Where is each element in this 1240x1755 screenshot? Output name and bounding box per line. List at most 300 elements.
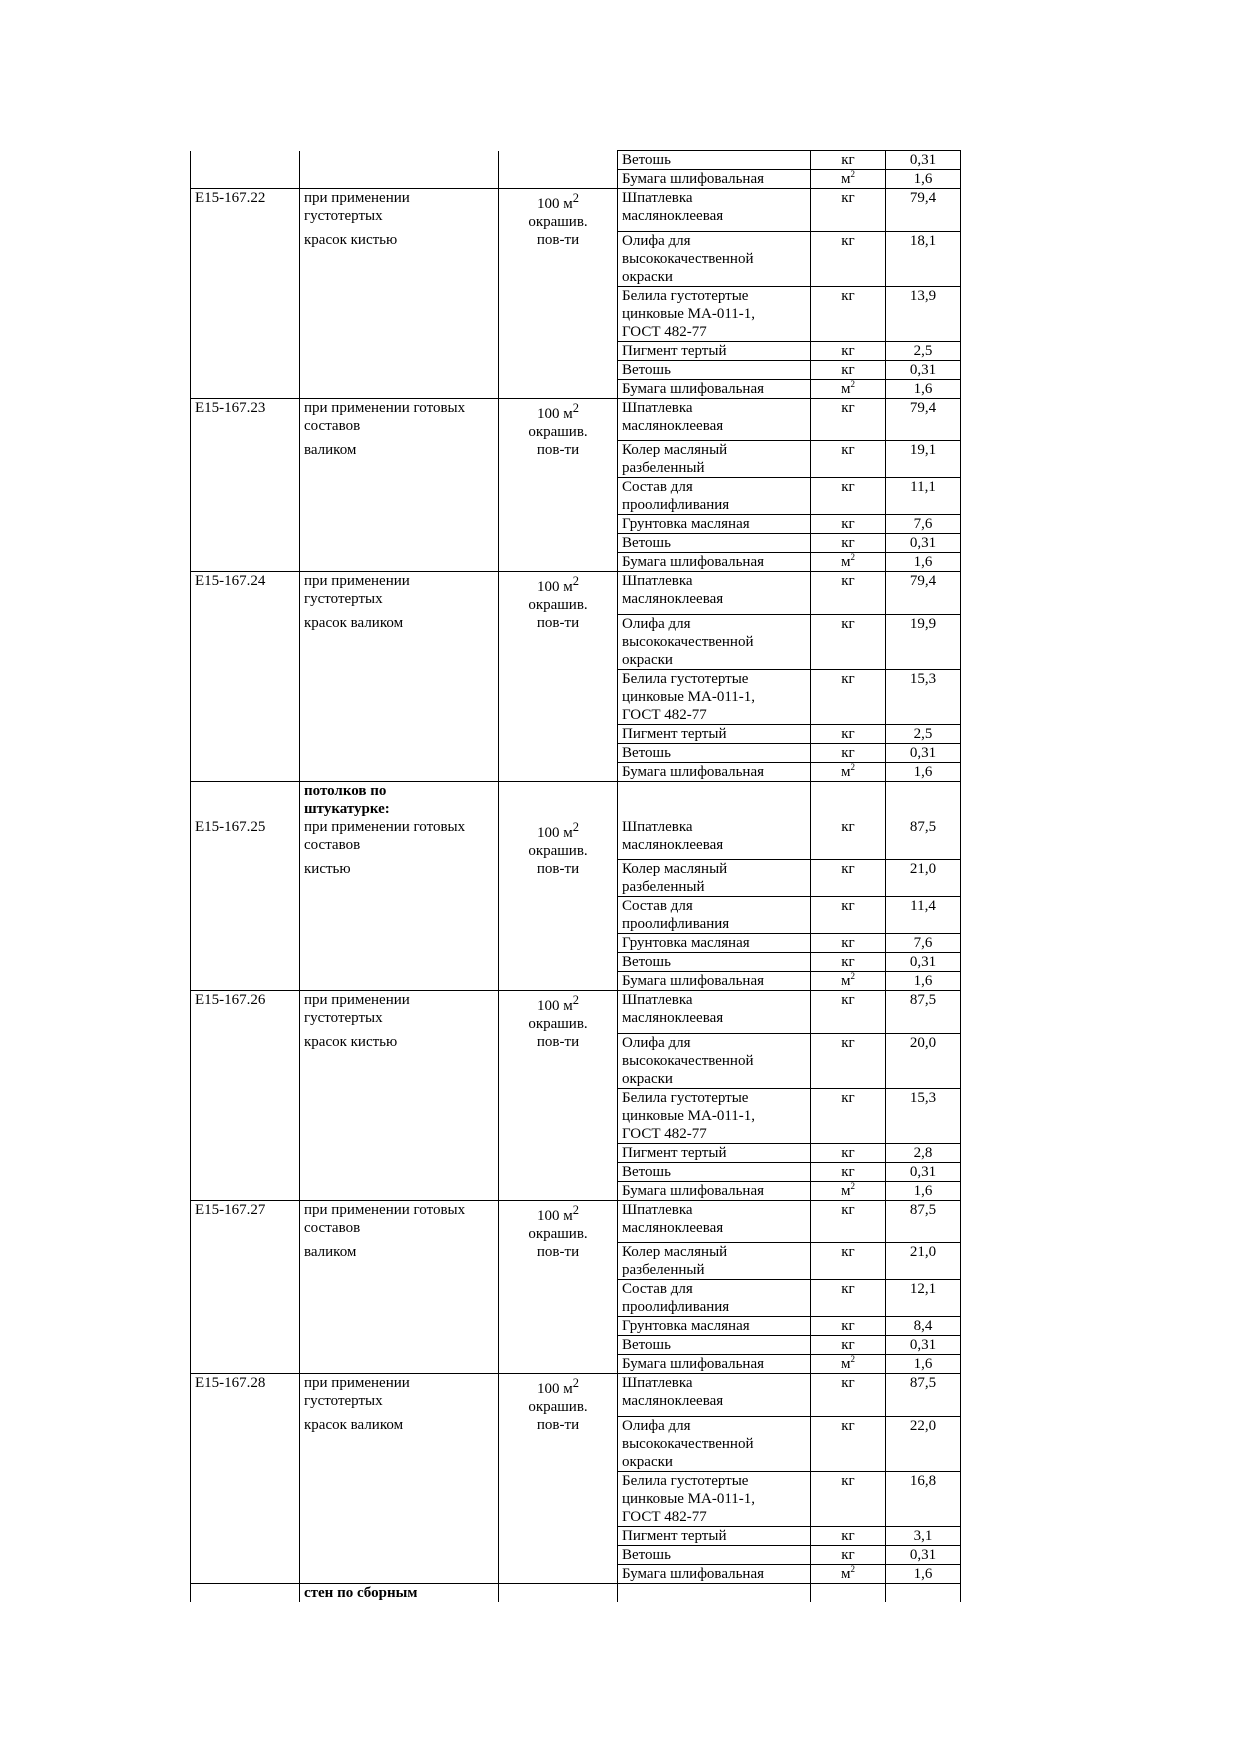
material-name: Бумага шлифовальная <box>618 170 811 189</box>
material-name: Колер масляный разбеленный <box>618 441 811 478</box>
code-cell: Е15-167.23 <box>191 398 300 441</box>
table-row <box>191 398 961 441</box>
quantity-cell: 87,5 <box>886 991 961 1034</box>
quantity-cell: 1,6 <box>886 379 961 398</box>
table-row <box>191 953 961 972</box>
table-row <box>191 991 961 1034</box>
description-cell: красок кистью <box>300 231 499 286</box>
description-cell <box>300 743 499 762</box>
description-cell: при применении густотертых <box>300 572 499 615</box>
description-cell <box>300 897 499 934</box>
table-row <box>191 762 961 781</box>
unit-cell: кг <box>811 1143 886 1162</box>
code-cell: Е15-167.22 <box>191 189 300 232</box>
unit-cell: $м^2$ <box>811 762 886 781</box>
material-name: Бумага шлифовальная <box>618 1181 811 1200</box>
quantity-cell: 11,1 <box>886 478 961 515</box>
material-name: Пигмент тертый <box>618 1143 811 1162</box>
unit-cell: кг <box>811 1526 886 1545</box>
unit-cell: кг <box>811 441 886 478</box>
quantity-cell: 1,6 <box>886 1181 961 1200</box>
description-cell <box>300 515 499 534</box>
meter-cell <box>499 286 618 341</box>
description-cell <box>300 1143 499 1162</box>
code-cell <box>191 515 300 534</box>
code-cell <box>191 897 300 934</box>
code-cell <box>191 1583 300 1602</box>
unit-cell: $м^2$ <box>811 1181 886 1200</box>
unit-cell: кг <box>811 231 886 286</box>
unit-cell: кг <box>811 1317 886 1336</box>
description-cell <box>300 724 499 743</box>
unit-cell: кг <box>811 1416 886 1471</box>
quantity-cell: 3,1 <box>886 1526 961 1545</box>
meter-cell <box>499 170 618 189</box>
quantity-cell: 0,31 <box>886 151 961 170</box>
meter-cell <box>499 972 618 991</box>
description-cell <box>300 534 499 553</box>
table-row <box>191 781 961 818</box>
material-name: Бумага шлифовальная <box>618 553 811 572</box>
code-cell <box>191 743 300 762</box>
quantity-cell: 87,5 <box>886 818 961 860</box>
code-cell <box>191 231 300 286</box>
table-row <box>191 1374 961 1417</box>
table-row <box>191 478 961 515</box>
description-cell <box>300 360 499 379</box>
description-cell <box>300 478 499 515</box>
material-name: Шпатлевка масляноклеевая <box>618 1374 811 1417</box>
code-cell <box>191 1088 300 1143</box>
quantity-cell: 1,6 <box>886 762 961 781</box>
unit-cell: $м^2$ <box>811 170 886 189</box>
table-row <box>191 934 961 953</box>
code-cell: Е15-167.27 <box>191 1200 300 1243</box>
quantity-cell: 18,1 <box>886 231 961 286</box>
description-cell: валиком <box>300 1243 499 1280</box>
code-cell <box>191 1526 300 1545</box>
table-row <box>191 170 961 189</box>
material-name: Ветошь <box>618 151 811 170</box>
description-cell: при применении готовых составов <box>300 1200 499 1243</box>
unit-cell: кг <box>811 360 886 379</box>
meter-cell: пов-ти <box>499 1033 618 1088</box>
material-name: Бумага шлифовальная <box>618 762 811 781</box>
unit-cell: кг <box>811 286 886 341</box>
table-row <box>191 1583 961 1602</box>
description-cell <box>300 1336 499 1355</box>
material-name: Шпатлевка масляноклеевая <box>618 818 811 860</box>
meter-cell: пов-ти <box>499 614 618 669</box>
description-cell <box>300 1471 499 1526</box>
meter-cell: 100 $м^2$ окрашив. <box>499 1200 618 1243</box>
quantity-cell: 0,31 <box>886 360 961 379</box>
unit-cell: кг <box>811 669 886 724</box>
code-cell <box>191 553 300 572</box>
code-cell <box>191 1143 300 1162</box>
section-header: стен по сборным <box>300 1583 499 1602</box>
material-name: Ветошь <box>618 953 811 972</box>
meter-cell <box>499 515 618 534</box>
unit-cell: кг <box>811 724 886 743</box>
unit-cell: кг <box>811 151 886 170</box>
code-cell <box>191 614 300 669</box>
material-name: Грунтовка масляная <box>618 1317 811 1336</box>
meter-cell: пов-ти <box>499 860 618 897</box>
material-name: Пигмент тертый <box>618 724 811 743</box>
material-name: Белила густотертые цинковые МА-011-1, ГОСТ 482-77 <box>618 669 811 724</box>
description-cell <box>300 669 499 724</box>
meter-cell: пов-ти <box>499 1416 618 1471</box>
description-cell <box>300 170 499 189</box>
material-name: Бумага шлифовальная <box>618 1564 811 1583</box>
unit-cell: кг <box>811 515 886 534</box>
unit-cell: $м^2$ <box>811 972 886 991</box>
code-cell <box>191 669 300 724</box>
meter-cell <box>499 379 618 398</box>
quantity-cell: 21,0 <box>886 1243 961 1280</box>
material-name: Пигмент тертый <box>618 1526 811 1545</box>
quantity-cell: 19,9 <box>886 614 961 669</box>
table-row <box>191 1162 961 1181</box>
meter-cell <box>499 478 618 515</box>
unit-cell: кг <box>811 534 886 553</box>
material-name: Олифа для высококачественной окраски <box>618 231 811 286</box>
description-cell: красок валиком <box>300 614 499 669</box>
table-row <box>191 360 961 379</box>
material-name: Шпатлевка масляноклеевая <box>618 189 811 232</box>
code-cell <box>191 441 300 478</box>
unit-cell: кг <box>811 1374 886 1417</box>
description-cell <box>300 934 499 953</box>
unit-cell: кг <box>811 1336 886 1355</box>
code-cell <box>191 1336 300 1355</box>
meter-cell <box>499 1526 618 1545</box>
quantity-cell: 13,9 <box>886 286 961 341</box>
material-name: Олифа для высококачественной окраски <box>618 1416 811 1471</box>
table-row <box>191 1143 961 1162</box>
unit-cell: кг <box>811 1200 886 1243</box>
table-row <box>191 151 961 170</box>
material-name: Состав для проолифливания <box>618 478 811 515</box>
code-cell <box>191 170 300 189</box>
quantity-cell: 1,6 <box>886 170 961 189</box>
quantity-cell: 0,31 <box>886 743 961 762</box>
meter-cell <box>499 669 618 724</box>
quantity-cell: 8,4 <box>886 1317 961 1336</box>
code-cell <box>191 341 300 360</box>
meter-cell: 100 $м^2$ окрашив. <box>499 398 618 441</box>
quantity-cell: 0,31 <box>886 534 961 553</box>
unit-cell: кг <box>811 934 886 953</box>
material-name: Олифа для высококачественной окраски <box>618 1033 811 1088</box>
table-row <box>191 743 961 762</box>
code-cell <box>191 360 300 379</box>
description-cell: при применении густотертых <box>300 991 499 1034</box>
material-name: Грунтовка масляная <box>618 934 811 953</box>
material-name: Белила густотертые цинковые МА-011-1, ГОСТ 482-77 <box>618 1088 811 1143</box>
quantity-cell: 22,0 <box>886 1416 961 1471</box>
unit-cell: кг <box>811 478 886 515</box>
unit-cell: кг <box>811 953 886 972</box>
table-row <box>191 515 961 534</box>
meter-cell <box>499 724 618 743</box>
table-row <box>191 572 961 615</box>
unit-cell: кг <box>811 1545 886 1564</box>
unit-cell: $м^2$ <box>811 379 886 398</box>
quantity-cell: 79,4 <box>886 398 961 441</box>
code-cell <box>191 1471 300 1526</box>
unit-cell: кг <box>811 818 886 860</box>
description-cell <box>300 972 499 991</box>
description-cell <box>300 341 499 360</box>
table-row <box>191 818 961 860</box>
unit-cell: кг <box>811 897 886 934</box>
table-row <box>191 1088 961 1143</box>
meter-cell <box>499 1583 618 1602</box>
table-row <box>191 441 961 478</box>
code-cell <box>191 1162 300 1181</box>
table-row <box>191 553 961 572</box>
description-cell: красок валиком <box>300 1416 499 1471</box>
description-cell: кистью <box>300 860 499 897</box>
code-cell <box>191 1545 300 1564</box>
code-cell: Е15-167.28 <box>191 1374 300 1417</box>
code-cell: Е15-167.25 <box>191 818 300 860</box>
table-row <box>191 1317 961 1336</box>
code-cell <box>191 1355 300 1374</box>
meter-cell <box>499 1545 618 1564</box>
quantity-cell: 1,6 <box>886 1564 961 1583</box>
material-name: Ветошь <box>618 360 811 379</box>
quantity-cell: 7,6 <box>886 515 961 534</box>
quantity-cell: 0,31 <box>886 1162 961 1181</box>
meter-cell <box>499 553 618 572</box>
quantity-cell: 87,5 <box>886 1374 961 1417</box>
code-cell <box>191 379 300 398</box>
code-cell <box>191 762 300 781</box>
table-row <box>191 1564 961 1583</box>
unit-cell: кг <box>811 743 886 762</box>
quantity-cell: 2,5 <box>886 724 961 743</box>
unit-cell: $м^2$ <box>811 1355 886 1374</box>
code-cell <box>191 1317 300 1336</box>
section-header: потолков по штукатурке: <box>300 781 499 818</box>
code-cell <box>191 781 300 818</box>
unit-cell <box>811 1583 886 1602</box>
quantity-cell: 2,8 <box>886 1143 961 1162</box>
unit-cell: кг <box>811 1088 886 1143</box>
code-cell <box>191 934 300 953</box>
code-cell <box>191 1416 300 1471</box>
description-cell <box>300 1355 499 1374</box>
quantity-cell: 0,31 <box>886 1336 961 1355</box>
description-cell: валиком <box>300 441 499 478</box>
material-name: Ветошь <box>618 534 811 553</box>
code-cell <box>191 1181 300 1200</box>
table-row <box>191 534 961 553</box>
meter-cell <box>499 360 618 379</box>
table-row <box>191 1033 961 1088</box>
quantity-cell: 0,31 <box>886 1545 961 1564</box>
meter-cell <box>499 1280 618 1317</box>
table-row <box>191 341 961 360</box>
norms-table <box>190 150 961 1602</box>
code-cell: Е15-167.24 <box>191 572 300 615</box>
quantity-cell: 12,1 <box>886 1280 961 1317</box>
table-row <box>191 1200 961 1243</box>
material-name <box>618 781 811 818</box>
material-name: Олифа для высококачественной окраски <box>618 614 811 669</box>
description-cell <box>300 286 499 341</box>
description-cell: красок кистью <box>300 1033 499 1088</box>
code-cell <box>191 1243 300 1280</box>
unit-cell <box>811 781 886 818</box>
unit-cell: кг <box>811 614 886 669</box>
description-cell <box>300 1088 499 1143</box>
meter-cell: пов-ти <box>499 1243 618 1280</box>
description-cell <box>300 953 499 972</box>
table-row <box>191 1526 961 1545</box>
unit-cell: $м^2$ <box>811 553 886 572</box>
description-cell <box>300 151 499 170</box>
material-name: Бумага шлифовальная <box>618 1355 811 1374</box>
description-cell <box>300 1317 499 1336</box>
description-cell <box>300 1526 499 1545</box>
quantity-cell: 1,6 <box>886 972 961 991</box>
code-cell <box>191 286 300 341</box>
quantity-cell: 2,5 <box>886 341 961 360</box>
code-cell: Е15-167.26 <box>191 991 300 1034</box>
meter-cell <box>499 762 618 781</box>
meter-cell <box>499 341 618 360</box>
unit-cell: кг <box>811 1471 886 1526</box>
table-row <box>191 286 961 341</box>
meter-cell <box>499 1181 618 1200</box>
code-cell <box>191 953 300 972</box>
table-row <box>191 379 961 398</box>
description-cell <box>300 1162 499 1181</box>
table-row <box>191 1243 961 1280</box>
description-cell: при применении густотертых <box>300 189 499 232</box>
unit-cell: кг <box>811 1033 886 1088</box>
material-name: Бумага шлифовальная <box>618 379 811 398</box>
material-name: Шпатлевка масляноклеевая <box>618 398 811 441</box>
material-name: Ветошь <box>618 1162 811 1181</box>
quantity-cell: 87,5 <box>886 1200 961 1243</box>
table-row <box>191 1336 961 1355</box>
description-cell <box>300 1280 499 1317</box>
table-row <box>191 1280 961 1317</box>
quantity-cell: 15,3 <box>886 669 961 724</box>
meter-cell: пов-ти <box>499 441 618 478</box>
quantity-cell: 19,1 <box>886 441 961 478</box>
code-cell <box>191 1033 300 1088</box>
description-cell <box>300 553 499 572</box>
description-cell <box>300 1545 499 1564</box>
description-cell: при применении густотертых <box>300 1374 499 1417</box>
material-name: Шпатлевка масляноклеевая <box>618 572 811 615</box>
quantity-cell: 20,0 <box>886 1033 961 1088</box>
description-cell: при применении готовых составов <box>300 818 499 860</box>
material-name: Состав для проолифливания <box>618 1280 811 1317</box>
quantity-cell: 1,6 <box>886 553 961 572</box>
meter-cell: 100 $м^2$ окрашив. <box>499 189 618 232</box>
material-name: Колер масляный разбеленный <box>618 860 811 897</box>
meter-cell <box>499 534 618 553</box>
meter-cell <box>499 1143 618 1162</box>
unit-cell: кг <box>811 1162 886 1181</box>
code-cell <box>191 1280 300 1317</box>
meter-cell <box>499 1088 618 1143</box>
meter-cell <box>499 781 618 818</box>
quantity-cell: 1,6 <box>886 1355 961 1374</box>
unit-cell: кг <box>811 991 886 1034</box>
description-cell <box>300 1564 499 1583</box>
code-cell <box>191 972 300 991</box>
table-row <box>191 614 961 669</box>
material-name: Пигмент тертый <box>618 341 811 360</box>
table-row <box>191 1181 961 1200</box>
material-name: Ветошь <box>618 1545 811 1564</box>
unit-cell: кг <box>811 1280 886 1317</box>
table-row <box>191 189 961 232</box>
material-name: Ветошь <box>618 1336 811 1355</box>
table-row <box>191 1416 961 1471</box>
code-cell <box>191 534 300 553</box>
material-name: Колер масляный разбеленный <box>618 1243 811 1280</box>
meter-cell <box>499 953 618 972</box>
material-name: Белила густотертые цинковые МА-011-1, ГОСТ 482-77 <box>618 286 811 341</box>
material-name <box>618 1583 811 1602</box>
code-cell <box>191 1564 300 1583</box>
meter-cell <box>499 1355 618 1374</box>
material-name: Ветошь <box>618 743 811 762</box>
material-name: Состав для проолифливания <box>618 897 811 934</box>
quantity-cell: 11,4 <box>886 897 961 934</box>
table-row <box>191 1471 961 1526</box>
meter-cell: пов-ти <box>499 231 618 286</box>
quantity-cell: 16,8 <box>886 1471 961 1526</box>
meter-cell <box>499 1471 618 1526</box>
code-cell <box>191 724 300 743</box>
meter-cell <box>499 743 618 762</box>
unit-cell: кг <box>811 572 886 615</box>
table-row <box>191 724 961 743</box>
meter-cell <box>499 1564 618 1583</box>
quantity-cell: 21,0 <box>886 860 961 897</box>
unit-cell: кг <box>811 860 886 897</box>
material-name: Белила густотертые цинковые МА-011-1, ГОСТ 482-77 <box>618 1471 811 1526</box>
unit-cell: кг <box>811 189 886 232</box>
meter-cell <box>499 1336 618 1355</box>
meter-cell: 100 $м^2$ окрашив. <box>499 1374 618 1417</box>
quantity-cell <box>886 781 961 818</box>
table-row <box>191 897 961 934</box>
material-name: Шпатлевка масляноклеевая <box>618 1200 811 1243</box>
material-name: Грунтовка масляная <box>618 515 811 534</box>
meter-cell <box>499 1162 618 1181</box>
table-row <box>191 669 961 724</box>
material-name: Шпатлевка масляноклеевая <box>618 991 811 1034</box>
code-cell <box>191 478 300 515</box>
material-name: Бумага шлифовальная <box>618 972 811 991</box>
table-row <box>191 231 961 286</box>
code-cell <box>191 860 300 897</box>
description-cell <box>300 762 499 781</box>
quantity-cell: 15,3 <box>886 1088 961 1143</box>
quantity-cell: 79,4 <box>886 189 961 232</box>
